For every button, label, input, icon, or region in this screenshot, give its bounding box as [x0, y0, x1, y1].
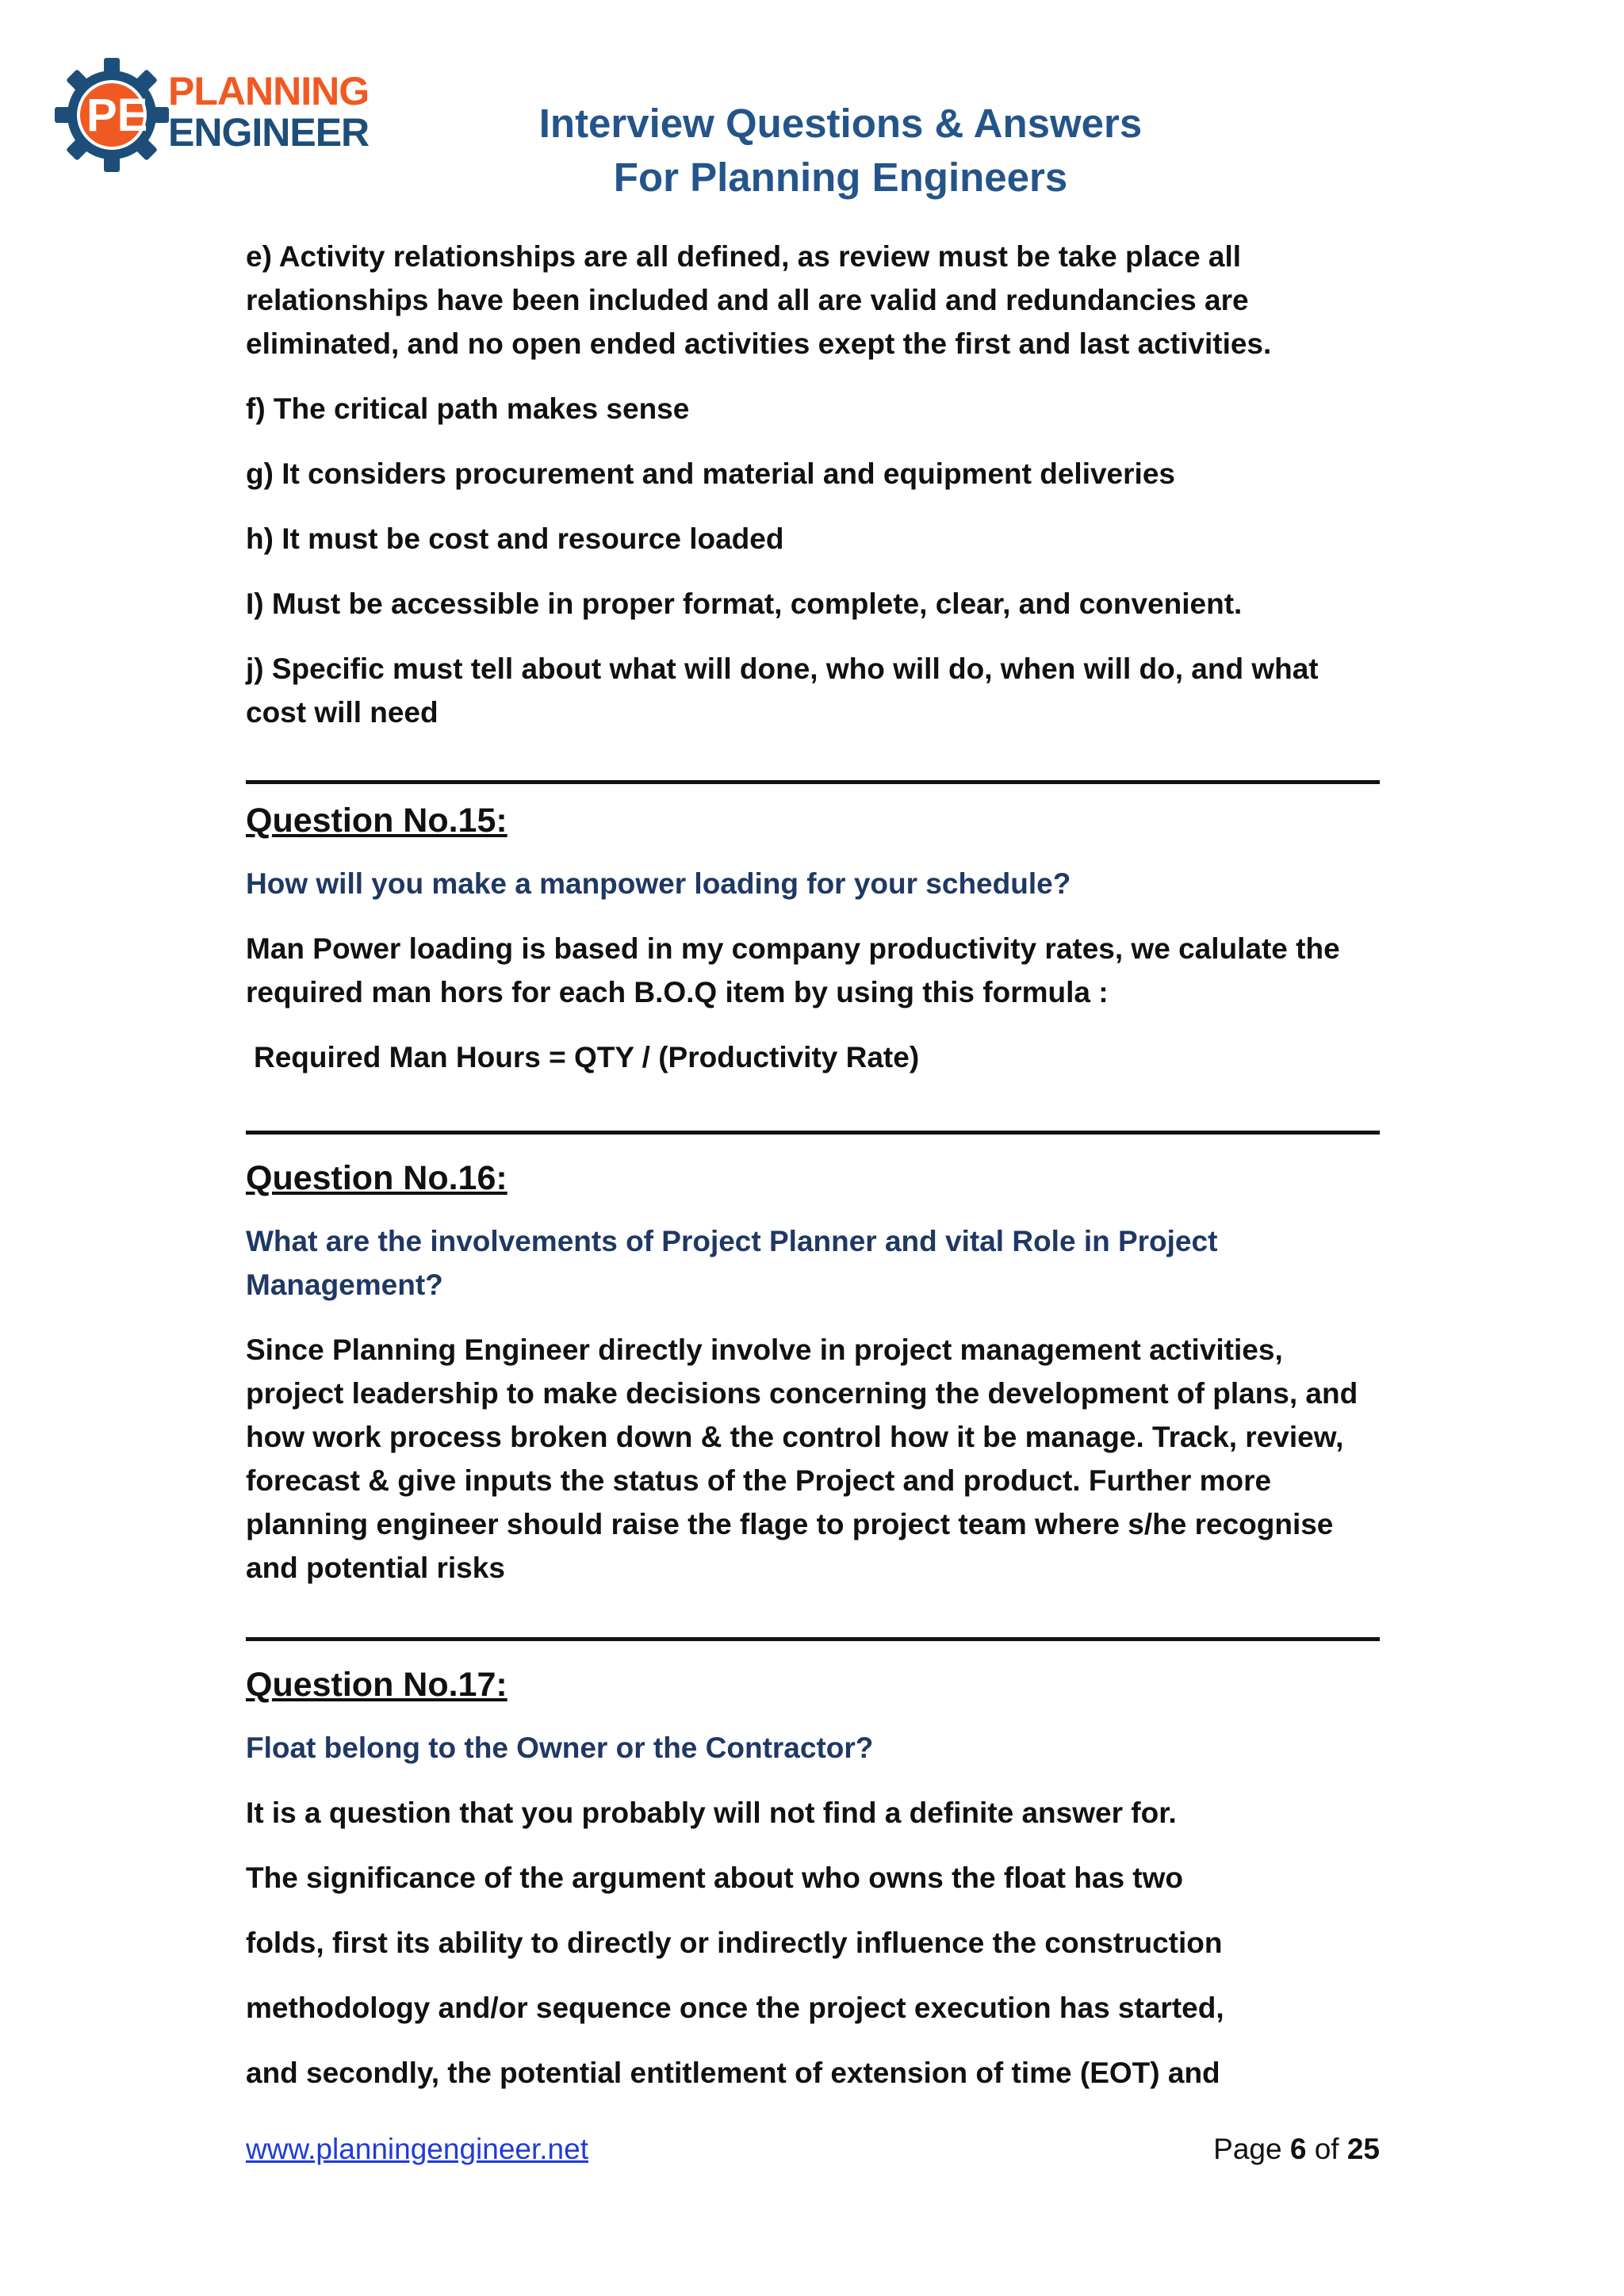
question-15-answer: Man Power loading is based in my company productivity rates, we calulate the required man hors for each B.O.Q item by using this formula :: [246, 932, 1340, 1008]
page-of: of: [1314, 2133, 1339, 2165]
question-17-answer-line: folds, first its ability to directly or indirectly influence the construction: [246, 1927, 1223, 1959]
page-number: [1213, 2130, 1380, 2169]
list-item: I) Must be accessible in proper format, complete, clear, and convenient.: [246, 587, 1243, 620]
question-17-answer-line: The significance of the argument about who owns the float has two: [246, 1862, 1184, 1894]
question-15-formula: Required Man Hours = QTY / (Productivity Rate): [254, 1041, 920, 1073]
document-title: [444, 97, 1237, 205]
gear-logo-icon: [52, 55, 171, 174]
planning-engineer-logo: [52, 55, 401, 174]
question-16-text: What are the involvements of Project Planner and vital Role in Project Management?: [246, 1225, 1218, 1301]
logo-wordmark: [168, 69, 370, 155]
list-item: g) It considers procurement and material and equipment deliveries: [246, 457, 1175, 490]
list-item: e) Activity relationships are all defined, as review must be take place all relationships have been included and all are valid and redundancies are eliminated, and no open ended activities exept the first and last activities.: [246, 240, 1272, 360]
question-16-heading: Question No.16:: [246, 1159, 508, 1197]
logo-line-engineer: ENGINEER: [168, 110, 370, 155]
page-header: [0, 0, 1624, 238]
page-total: 25: [1346, 2133, 1380, 2165]
question-16-answer: Since Planning Engineer directly involve in project management activities, project leadership to make decisions concerning the development of plans, and how work process broken down & the control how it be manage. Track, review, forecast & give inputs the status of the Project and product. Further more planning engineer should raise the flage to project team where s/he recognise and potential risks: [246, 1334, 1358, 1584]
list-item: j) Specific must tell about what will done, who will do, when will do, and what cost will need: [246, 652, 1319, 729]
page-content: [246, 235, 1380, 2095]
question-17-text: Float belong to the Owner or the Contractor?: [246, 1732, 874, 1764]
question-15-text: How will you make a manpower loading for your schedule?: [246, 867, 1071, 900]
page-current: 6: [1289, 2133, 1307, 2165]
page-prefix: Page: [1213, 2133, 1282, 2165]
website-link[interactable]: www.planningengineer.net: [246, 2133, 588, 2165]
logo-line-planning: PLANNING: [168, 69, 370, 113]
list-item: f) The critical path makes sense: [246, 392, 690, 425]
question-15-heading: Question No.15:: [246, 802, 508, 840]
question-17-answer-line: It is a question that you probably will not find a definite answer for.: [246, 1797, 1177, 1829]
question-17-answer-line: methodology and/or sequence once the project execution has started,: [246, 1992, 1224, 2024]
question-17-answer-line: and secondly, the potential entitlement of extension of time (EOT) and: [246, 2057, 1220, 2089]
list-item: h) It must be cost and resource loaded: [246, 522, 784, 555]
document-title-line2: For Planning Engineers: [613, 155, 1068, 200]
logo-monogram: PE: [86, 90, 148, 141]
document-title-line1: Interview Questions & Answers: [538, 101, 1143, 146]
question-17-heading: Question No.17:: [246, 1666, 508, 1704]
